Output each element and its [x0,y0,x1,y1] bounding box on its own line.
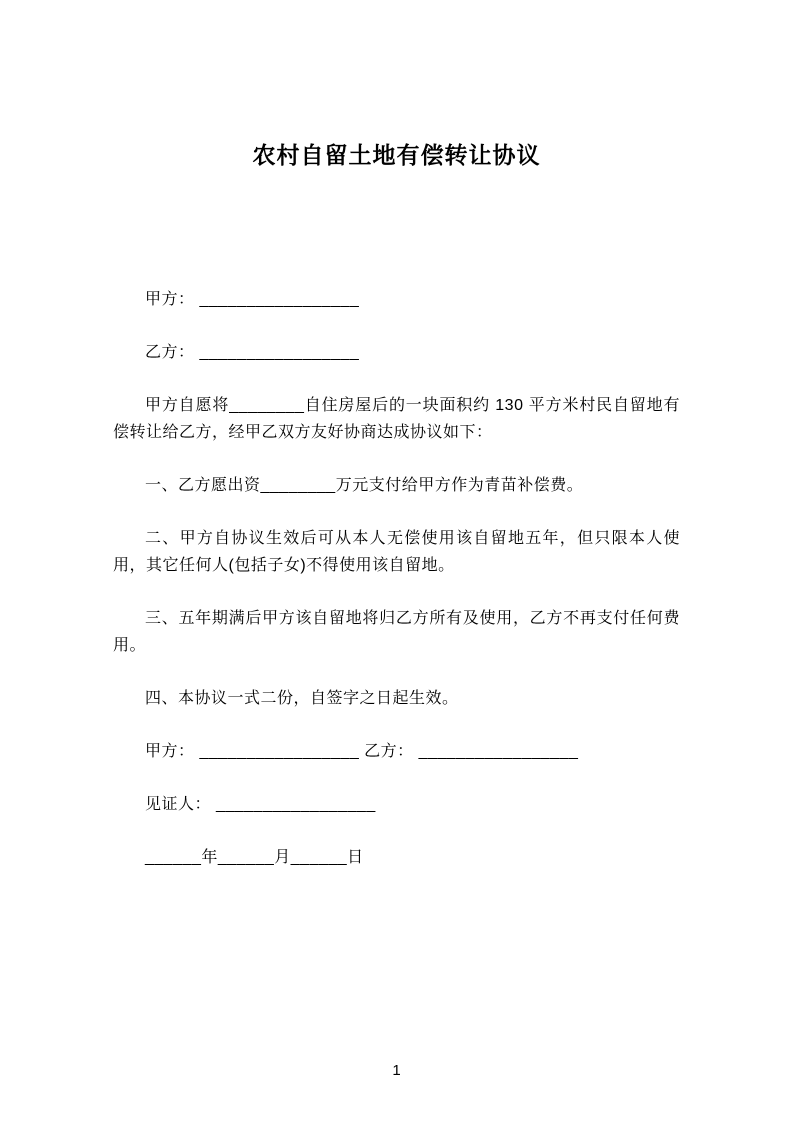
clause-3: 三、五年期满后甲方该自留地将归乙方所有及使用，乙方不再支付任何费用。 [113,610,680,654]
clause-4: 四、本协议一式二份，自签字之日起生效。 [145,690,459,707]
clause-2: 二、甲方自协议生效后可从本人无偿使用该自留地五年，但只限本人使用，其它任何人(包括子女)不得使用该自留地。 [113,530,680,574]
witness-line: 见证人： _________________ [145,796,376,813]
party-b-blank-line: 乙方： _________________ [145,344,360,361]
intro-paragraph: 甲方自愿将________自住房屋后的一块面积约 130 平方米村民自留地有偿转让给乙方，经甲乙双方友好协商达成协议如下： [113,397,680,441]
clause-1: 一、乙方愿出资________万元支付给甲方作为青苗补偿费。 [145,477,584,494]
document-title: 农村自留土地有偿转让协议 [252,142,541,168]
date-line: ______年______月______日 [145,849,364,866]
page-number: 1 [392,1062,401,1079]
signature-line: 甲方： _________________ 乙方： _________________ [145,743,579,760]
party-a-blank-line: 甲方： _________________ [145,291,360,308]
